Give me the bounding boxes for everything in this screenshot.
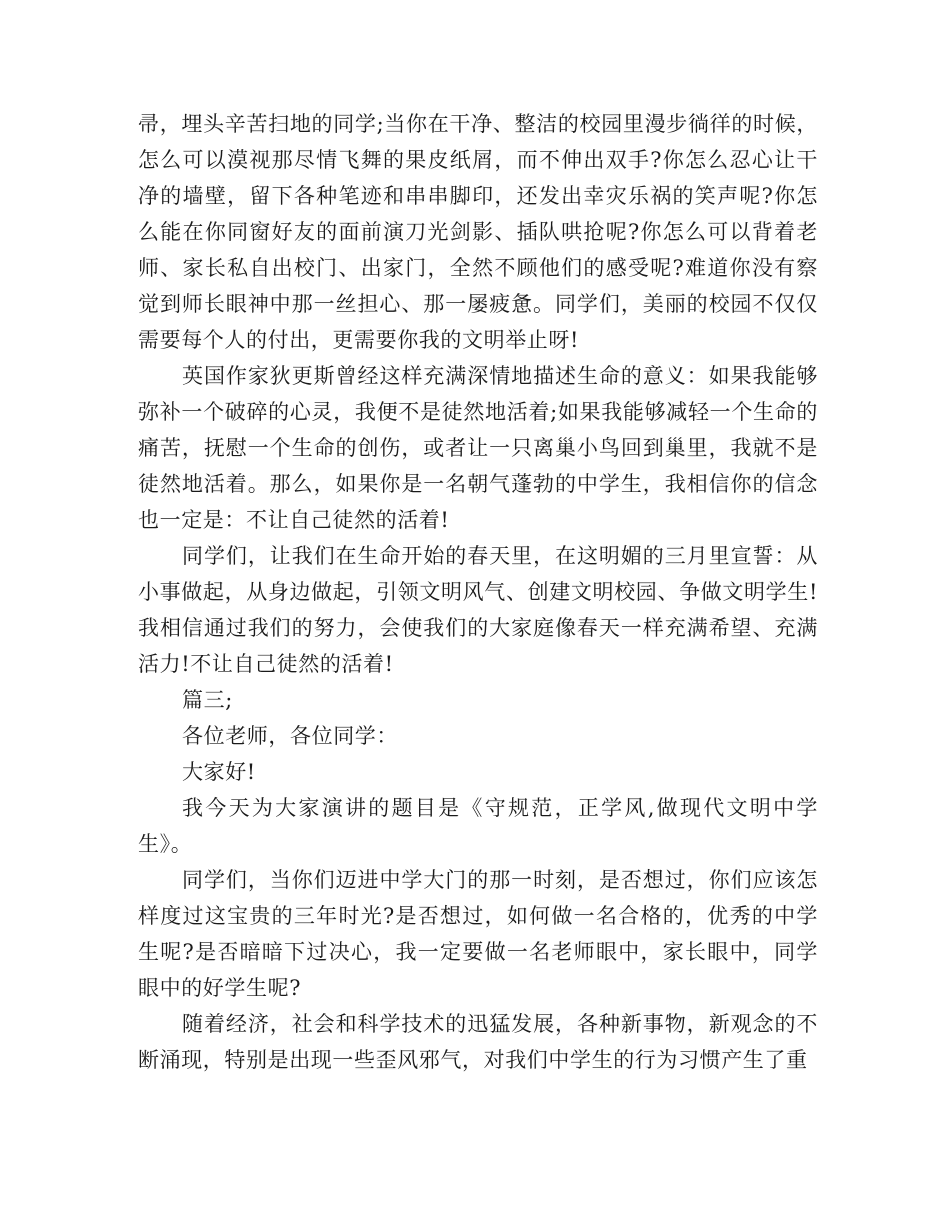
paragraph-dickens-quote: 英国作家狄更斯曾经这样充满深情地描述生命的意义：如果我能够弥补一个破碎的心灵，我便不是徒然地活着;如果我能够减轻一个生命的痛苦，抚慰一个生命的创伤，或者让一只离巢小鸟回到巢里，我就不是徒然地活着。那么，如果你是一名朝气蓬勃的中学生，我相信你的信念也一定是：不让自己徒然的活着! [138, 364, 818, 532]
document-body [138, 106, 818, 1078]
paragraph-pledge: 同学们，让我们在生命开始的春天里，在这明媚的三月里宣誓：从小事做起，从身边做起，引领文明风气、创建文明校园、争做文明学生!我相信通过我们的努力，会使我们的大家庭像春天一样充满希望、充满活力!不让自己徒然的活着! [138, 544, 818, 676]
greeting: 大家好! [182, 760, 256, 784]
salutation: 各位老师，各位同学： [182, 724, 398, 748]
paragraph-continuation: 帚，埋头辛苦扫地的同学;当你在干净、整洁的校园里漫步徜徉的时候，怎么可以漠视那尽情飞舞的果皮纸屑，而不伸出双手?你怎么忍心让干净的墙壁，留下各种笔迹和串串脚印，还发出幸灾乐祸的笑声呢?你怎么能在你同窗好友的面前演刀光剑影、插队哄抢呢?你怎么可以背着老师、家长私自出校门、出家门，全然不顾他们的感受呢?难道你没有察觉到师长眼神中那一丝担心、那一屡疲惫。同学们，美丽的校园不仅仅需要每个人的付出，更需要你我的文明举止呀! [138, 112, 818, 352]
section-heading: 篇三; [182, 688, 233, 712]
paragraph-development: 随着经济，社会和科学技术的迅猛发展，各种新事物，新观念的不断涌现，特别是出现一些歪风邪气，对我们中学生的行为习惯产生了重 [138, 1012, 818, 1072]
paragraph-questions: 同学们，当你们迈进中学大门的那一时刻，是否想过，你们应该怎样度过这宝贵的三年时光?是否想过，如何做一名合格的，优秀的中学生呢?是否暗暗下过决心，我一定要做一名老师眼中，家长眼中，同学眼中的好学生呢? [138, 868, 818, 1000]
speech-topic: 我今天为大家演讲的题目是《守规范，正学风,做现代文明中学生》。 [138, 796, 818, 856]
